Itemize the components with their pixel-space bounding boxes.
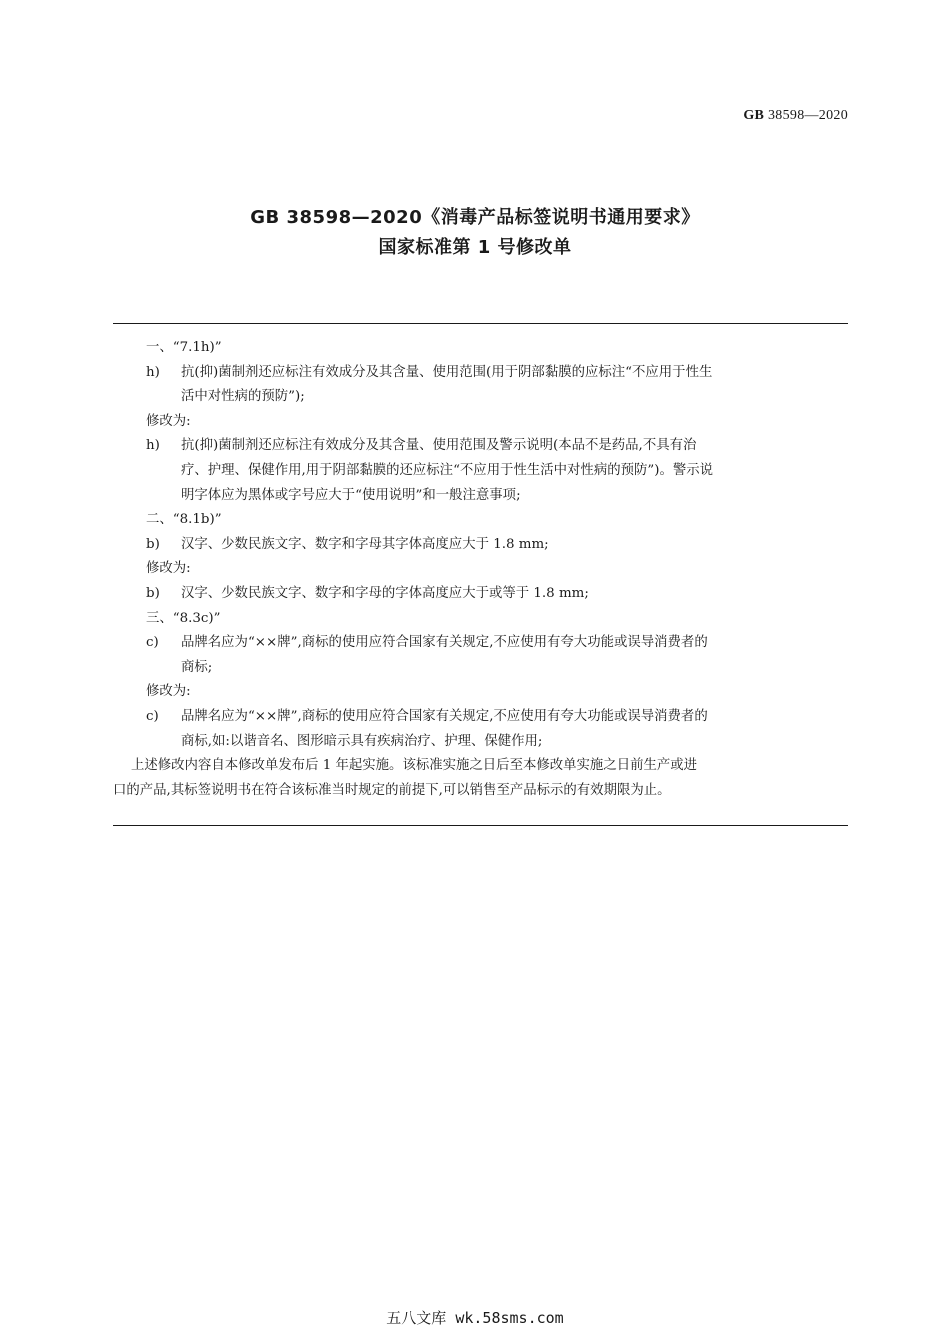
clause-text-line: 商标,如:以谐音名、图形暗示具有疾病治疗、护理、保健作用; — [181, 733, 543, 749]
effective-date-paragraph — [113, 754, 850, 803]
clause-text-line: 汉字、少数民族文字、数字和字母的字体高度应大于或等于 1.8 mm; — [181, 585, 589, 601]
clause-text-line: 明字体应为黑体或字号应大于“使用说明”和一般注意事项; — [181, 487, 521, 503]
original-clause — [146, 631, 850, 680]
clause-text-line: 抗(抑)菌制剂还应标注有效成分及其含量、使用范围(用于阴部黏膜的应标注“不应用于性生 — [181, 364, 713, 380]
clause-text-line: 汉字、少数民族文字、数字和字母其字体高度应大于 1.8 mm; — [181, 536, 549, 552]
section-heading: 二、“8.1b)” — [146, 512, 222, 528]
revised-clause — [146, 705, 850, 754]
document-subtitle: 国家标准第 1 号修改单 — [378, 237, 572, 258]
clause-text-line: 疗、护理、保健作用,用于阴部黏膜的还应标注“不应用于性生活中对性病的预防”)。警示说 — [181, 462, 714, 478]
modify-label: 修改为: — [146, 413, 191, 429]
revised-clause — [146, 434, 850, 508]
watermark-footer: 五八文库 wk.58sms.com — [386, 1309, 564, 1327]
clause-marker: c) — [146, 708, 159, 724]
modify-label: 修改为: — [146, 684, 191, 700]
amendment-body — [113, 336, 850, 803]
standard-number: 38598—2020 — [768, 108, 848, 123]
clause-text-line: 品牌名应为“××牌”,商标的使用应符合国家有关规定,不应使用有夸大功能或误导消费者的 — [181, 635, 708, 651]
clause-marker: h) — [146, 364, 160, 380]
clause-text-line: 抗(抑)菌制剂还应标注有效成分及其含量、使用范围及警示说明(本品不是药品,不具有治 — [181, 438, 697, 454]
modify-label: 修改为: — [146, 561, 191, 577]
revised-clause — [146, 582, 850, 607]
standard-number-header — [743, 108, 848, 124]
original-clause — [146, 361, 850, 410]
clause-marker: b) — [146, 536, 160, 552]
section-heading: 一、“7.1h)” — [146, 340, 222, 355]
clause-marker: c) — [146, 635, 159, 651]
closing-line: 口的产品,其标签说明书在符合该标准当时规定的前提下,可以销售至产品标示的有效期限为止。 — [113, 782, 671, 798]
section-heading: 三、“8.3c)” — [146, 610, 221, 626]
clause-text-line: 品牌名应为“××牌”,商标的使用应符合国家有关规定,不应使用有夸大功能或误导消费者的 — [181, 708, 708, 724]
top-rule — [113, 323, 848, 324]
clause-text-line: 活中对性病的预防”); — [181, 389, 305, 405]
original-clause — [146, 533, 850, 558]
clause-marker: h) — [146, 438, 160, 454]
clause-text-line: 商标; — [181, 659, 213, 675]
document-title: GB 38598—2020《消毒产品标签说明书通用要求》 — [250, 207, 700, 228]
bottom-rule — [113, 825, 848, 826]
clause-marker: b) — [146, 585, 160, 601]
closing-line: 上述修改内容自本修改单发布后 1 年起实施。该标准实施之日后至本修改单实施之日前生产或进 — [131, 758, 698, 774]
standard-prefix: GB — [743, 108, 765, 123]
